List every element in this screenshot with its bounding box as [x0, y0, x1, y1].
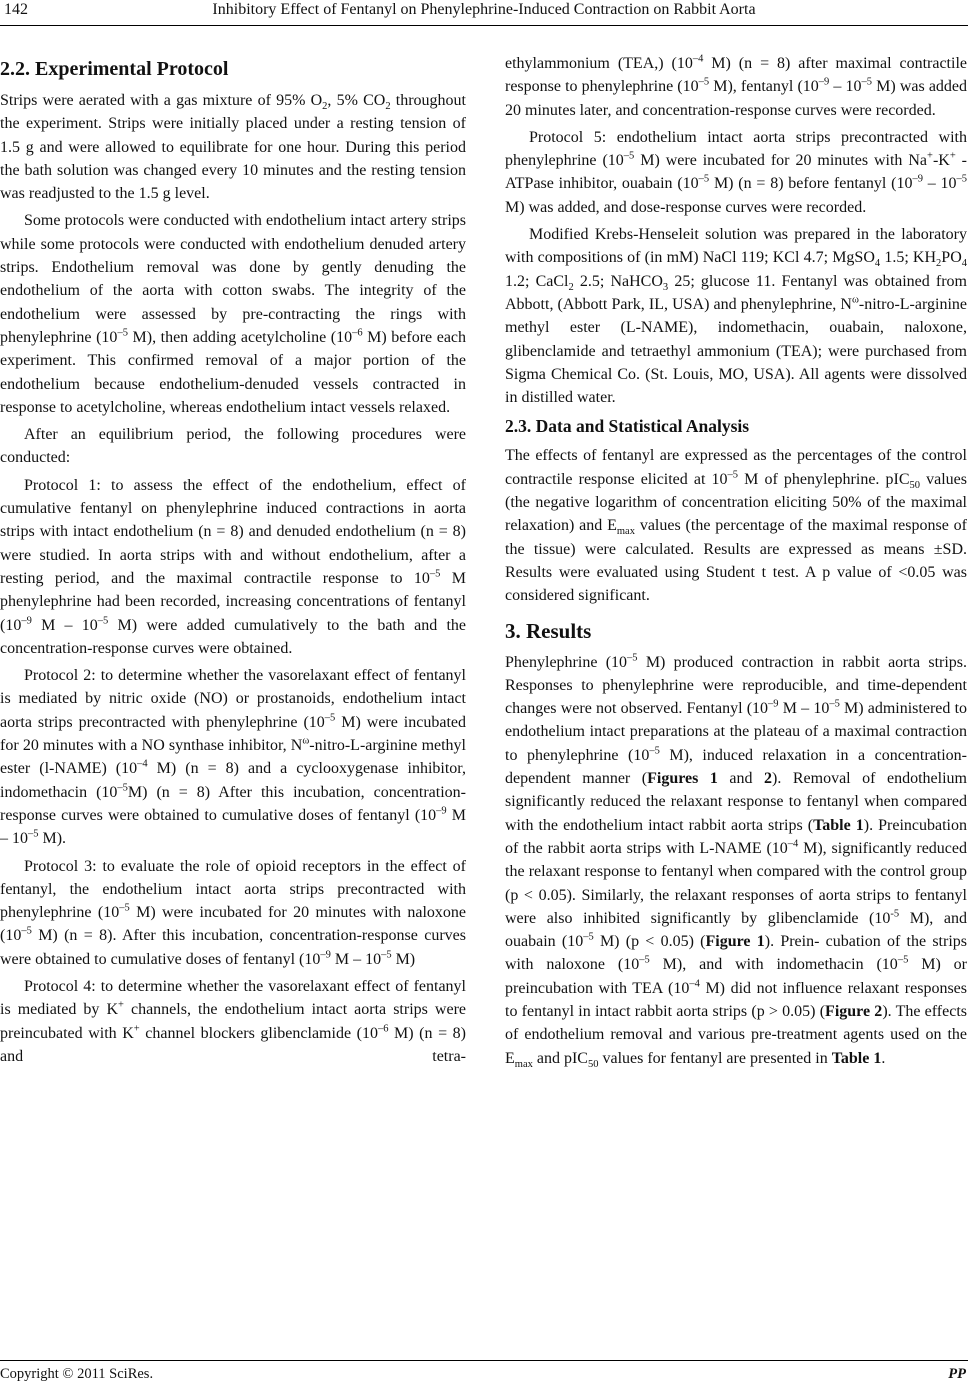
superscript: –5 [956, 174, 968, 186]
section-heading-results: 3. Results [505, 618, 592, 643]
reference-link: Figure 2 [825, 1002, 883, 1020]
superscript: –9 [818, 76, 830, 88]
reference-link: Figures 1 [647, 770, 718, 788]
footer-divider [0, 1360, 968, 1361]
paragraph: Strips were aerated with a gas mixture of 95% $O_2$, 5% $CO_2$ throughout the experiment. Strips were initially placed under a resting tension of 1.5 g and were allowed to equilibrate for one hour. During this period the bath solution was changed every 10 minutes and the resting tension was readjusted to the 1.5 g level. [0, 92, 466, 203]
subscript: 4 [961, 258, 967, 270]
superscript: ω [851, 294, 859, 306]
superscript: –5 [649, 745, 660, 757]
superscript: –5 [698, 76, 710, 88]
running-title: Inhibitory Effect of Fentanyl on Phenylephrine-Induced Contraction on Rabbit Aorta [212, 1, 756, 18]
page-header [0, 0, 968, 24]
superscript: –5 [429, 568, 441, 580]
header-divider [0, 25, 968, 26]
paragraph: Protocol 3: to evaluate the role of opioid receptors in the effect of fentanyl, the endothelium intact aorta strips precontracted with phenylephrine ($10^{-5}$ M) were incubated for 20 minutes with naloxone ($10^{-5}$ M) (n = 8). After this incubation, concentration-response curves were obtained to cumulative doses of fentanyl ($10^{-9}$ M – $10^{-5}$ M) [0, 857, 466, 968]
paragraph: After an equilibrium period, the following procedures were conducted: [0, 426, 466, 467]
paragraph: Protocol 1: to assess the effect of the endothelium, effect of cumulative fentanyl on phenylephrine induced contractions in aorta strips with intact endothelium (n = 8) and denuded endothelium (n = 8) were studied. In aorta strips with and without endothelium, after a resting period, and the maximal contractile response to $10^{-5}$ M phenylephrine had been recorded, increasing concentrations of fentanyl ($10^{-9}$ M – $10^{-5}$ M) were added cumulatively to the bath and the concentration-response curves were obtained. [0, 476, 466, 657]
paragraph: Phenylephrine ($10^{-5}$ M) produced contraction in rabbit aorta strips. Responses to phenylephrine were reproducible, and time-dependent changes were not observed. Fentanyl ($10^{-9}$ M – $10^{-5}$ M) administered to endothelium intact preparations at the plateau of a maximal contraction to phenylephrine ($10^{-5}$ M), induced relaxation in a concentration-dependent manner (Figures 1 and 2). Removal of endothelium significantly reduced the relaxant response to fentanyl when compared with the endothelium intact rabbit aorta strips (Table 1). Preincubation of the rabbit aorta strips with L-NAME ($10^{-4}$ M), significantly reduced the relaxant response to fentanyl when compared with the control group (p < 0.05). Similarly, the relaxant responses of aorta strips to fentanyl were also inhibited significantly by glibenclamide ($10^{-5}$ M), and ouabain ($10^{-5}$ M) (p < 0.05) (Figure 1). Prein- cubation of the strips with naloxone ($10^{-5}$ M), and with indomethacin ($10^{-5}$ M) or preincubation with TEA ($10^{-4}$ M) did not influence relaxant responses to fentanyl in intact rabbit aorta strips (p > 0.05) (Figure 2). The effects of endothelium removal and various pre-treatment agents used on the $E_{max}$ and pIC$_{50}$ values for fentanyl are presented in Table 1. [505, 652, 968, 1070]
subscript: max [514, 1058, 533, 1070]
superscript: –4 [137, 758, 148, 770]
subscript: 2 [568, 281, 574, 293]
right-column [505, 52, 967, 1074]
superscript: –5 [829, 698, 840, 710]
superscript: –9 [768, 698, 779, 710]
superscript: –5 [97, 615, 109, 627]
superscript: –5 [119, 902, 130, 914]
superscript: –5 [28, 828, 39, 840]
reference-link: Table 1 [831, 1049, 882, 1067]
superscript: –5 [627, 652, 638, 664]
superscript: –5 [324, 712, 336, 724]
superscript: –6 [352, 327, 363, 339]
superscript: –5 [639, 955, 650, 967]
superscript: –6 [377, 1023, 389, 1035]
superscript: ω [302, 735, 310, 747]
superscript: –9 [21, 615, 32, 627]
superscript: –5 [117, 782, 128, 794]
copyright: Copyright © 2011 SciRes. [0, 1366, 154, 1382]
paragraph: ethylammonium (TEA,) ($10^{-4}$ M) (n = 8) after maximal contractile response to phenylephrine ($10^{-5}$ M), fentanyl ($10^{-9} - 10^{-5}$ M) was added 20 minutes later, and concentration-response curves were recorded. [505, 53, 968, 119]
superscript: –5 [117, 327, 128, 339]
superscript: –5 [897, 955, 909, 967]
superscript: –9 [436, 805, 447, 817]
subscript: 2 [322, 101, 328, 113]
journal-abbrev: PP [948, 1366, 966, 1382]
page-number: 142 [4, 1, 28, 18]
subscript: 50 [587, 1058, 599, 1070]
paragraph: Protocol 5: endothelium intact aorta strips precontracted with phenylephrine ($10^{-5}$ M) were incubated for 20 minutes with Na+-K+ -ATPase inhibitor, ouabain ($10^{-5}$ M) (n = 8) before fentanyl ($10^{-9} - 10^{-5}$ M) was added, and dose-response curves were recorded. [505, 128, 968, 216]
superscript: –5 [583, 931, 594, 943]
superscript: -5 [890, 908, 900, 920]
superscript: –4 [692, 53, 704, 65]
reference-link: 2 [764, 770, 773, 788]
paragraph: The effects of fentanyl are expressed as the percentages of the control contractile response elicited at $10^{-5}$ M of phenylephrine. pIC$_{50}$ values (the negative logarithm of concentration eliciting 50% of the maximal relaxation) and $E_{max}$ values (the percentage of the maximal response of the tissue) were calculated. Results are expressed as means ±SD. Results were evaluated using Student t test. A p value of <0.05 was considered significant. [505, 447, 968, 605]
reference-link: Table 1 [813, 816, 864, 834]
superscript: –5 [727, 469, 739, 481]
superscript: –9 [320, 949, 331, 961]
subscript: max [616, 526, 635, 538]
reference-link: Figure 1 [705, 933, 765, 951]
superscript: –5 [381, 949, 392, 961]
subscript: 3 [662, 281, 669, 293]
paragraph: Protocol 2: to determine whether the vasorelaxant effect of fentanyl is mediated by nitric oxide (NO) or prostanoids, endothelium intact aorta strips precontracted with phenylephrine ($10^{-5}$ M) were incubated for 20 minutes with a NO synthase inhibitor, $N^\omega-nitro-L$-arginine methyl ester (l-NAME) ($10^{-4}$ M) (n = 8) and a cyclooxygenase inhibitor, indomethacin $(10^{-5}M) (n = 8)$ After this incubation, concentration-response curves were obtained to cumulative doses of fentanyl ($10^{-9}$ M – $10^{-5}$ M). [0, 667, 467, 848]
subscript: 2 [936, 258, 942, 270]
superscript: –5 [861, 76, 873, 88]
superscript: + [118, 999, 124, 1011]
section-heading-experimental-protocol: 2.2. Experimental Protocol [0, 58, 229, 80]
superscript: –5 [698, 174, 710, 186]
superscript: –4 [689, 978, 700, 990]
paragraph: Modified Krebs-Henseleit solution was prepared in the laboratory with compositions of (in mM) NaCl 119; KCl 4.7; MgSO$_4$ 1.5; $KH_2PO_4$ 1.2; CaCl$_2$ 2.5; NaHCO$_3$ 25; glucose 11. Fentanyl was obtained from Abbott, (Abbott Park, IL, USA) and phenylephrine, $N^\omega-nitro-L$-arginine methyl ester (L-NAME), indomethacin, ouabain, naloxone, glibenclamide and tetraethyl ammonium (TEA); were purchased from Sigma Chemical Co. (St. Louis, MO, USA). All agents were dissolved in distilled water. [505, 226, 967, 407]
subscript: 4 [874, 258, 881, 270]
superscript: –5 [623, 150, 635, 162]
superscript: + [927, 150, 933, 162]
superscript: –5 [21, 926, 32, 938]
subscript: 2 [385, 101, 391, 113]
section-heading-data-analysis: 2.3. Data and Statistical Analysis [505, 416, 750, 437]
superscript: + [949, 150, 956, 162]
superscript: –9 [912, 174, 923, 186]
paragraph: Some protocols were conducted with endothelium intact artery strips while some protocols were conducted with endothelium denuded artery strips. Endothelium removal was done by gently denuding the endothelium of the aorta with cotton swabs. The integrity of the endothelium were assessed by pre-contracting the rings with phenylephrine ($10^{-5}$ M), then adding acetylcholine ($10^{-6}$ M) before each experiment. This confirmed removal of a major portion of the endothelium because endothelium-denuded vessels contracted in response to acetylcholine, whereas endothelium intact vessels relaxed. [0, 212, 467, 416]
superscript: –4 [787, 838, 799, 850]
subscript: 50 [909, 479, 921, 491]
paragraph: Protocol 4: to determine whether the vasorelaxant effect of fentanyl is mediated by K+ channels, the endothelium intact aorta strips were preincubated with K+ channel blockers glibenclamide ($10^{-6}$ M) (n = 8) and tetra- [0, 977, 467, 1065]
superscript: + [133, 1023, 140, 1035]
left-column [0, 52, 466, 1072]
